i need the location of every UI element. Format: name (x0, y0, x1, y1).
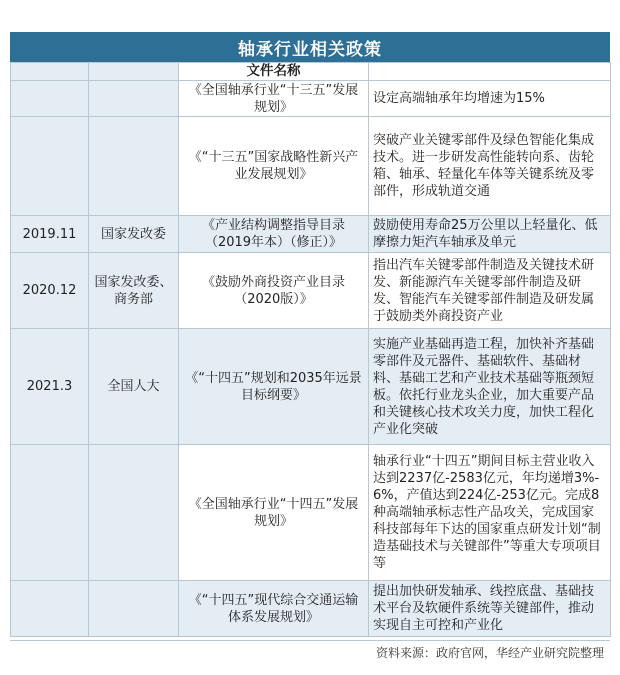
cell-name: 《“十四五”规划和2035年远景目标纲要》 (179, 329, 369, 445)
cell-name: 《产业结构调整指导目录（2019年本）（修正）》 (179, 216, 369, 253)
cell-date (11, 581, 89, 637)
policy-table (10, 62, 611, 637)
cell-content: 指出汽车关键零部件制造及关键技术研发、新能源汽车关键零部件制造及研发、智能汽车关键零部件制造及研发属于鼓励类外商投资产业 (369, 253, 611, 329)
table-row (11, 329, 611, 445)
cell-content: 提出加快研发轴承、线控底盘、基础技术平台及软硬件系统等关键部件，推动实现自主可控和产业化 (369, 581, 611, 637)
cell-date (11, 117, 89, 216)
cell-content: 突破产业关键零部件及绿色智能化集成技术。进一步研发高性能转向系、齿轮箱、轴承、轻量化车体等关键系统及零部件，形成轨道交通 (369, 117, 611, 216)
table-row (11, 445, 611, 581)
cell-date: 2020.12 (11, 253, 89, 329)
header-dept (89, 63, 179, 81)
table-row (11, 117, 611, 216)
cell-content: 轴承行业“十四五”期间目标主营业收入达到2237亿-2583亿元，年均递增3%-6%，产值达到224亿-253亿元。完成8种高端轴承标志性产品攻关，完成国家科技部每年下达的国家重点研发计划“制造基础技术与关键部件”等重大专项项目等 (369, 445, 611, 581)
cell-name: 《“十三五”国家战略性新兴产业发展规划》 (179, 117, 369, 216)
header-date (11, 63, 89, 81)
source-note: 资料来源：政府官网，华经产业研究院整理 (10, 640, 610, 664)
header-content (369, 63, 611, 81)
table-row (11, 581, 611, 637)
table-row (11, 253, 611, 329)
cell-name: 《“十四五”现代综合交通运输体系发展规划》 (179, 581, 369, 637)
cell-dept (89, 117, 179, 216)
cell-name: 《全国轴承行业“十四五”发展规划》 (179, 445, 369, 581)
cell-date: 2021.3 (11, 329, 89, 445)
cell-date (11, 445, 89, 581)
cell-dept: 国家发改委 (89, 216, 179, 253)
cell-name: 《全国轴承行业“十三五”发展规划》 (179, 81, 369, 117)
table-row (11, 216, 611, 253)
table-header-row (11, 63, 611, 81)
cell-dept: 全国人大 (89, 329, 179, 445)
cell-dept (89, 81, 179, 117)
table-row (11, 81, 611, 117)
cell-date: 2019.11 (11, 216, 89, 253)
cell-date (11, 81, 89, 117)
cell-dept: 国家发改委、商务部 (89, 253, 179, 329)
table-title: 轴承行业相关政策 (10, 32, 610, 62)
cell-dept (89, 581, 179, 637)
cell-dept (89, 445, 179, 581)
cell-content: 实施产业基础再造工程，加快补齐基础零部件及元器件、基础软件、基础材料、基础工艺和产业技术基础等瓶颈短板。依托行业龙头企业，加大重要产品和关键核心技术攻关力度，加快工程化产业化突破 (369, 329, 611, 445)
cell-name: 《鼓励外商投资产业目录（2020版）》 (179, 253, 369, 329)
header-name: 文件名称 (179, 63, 369, 81)
cell-content: 鼓励使用寿命25万公里以上轻量化、低摩擦力矩汽车轴承及单元 (369, 216, 611, 253)
cell-content: 设定高端轴承年均增速为15% (369, 81, 611, 117)
